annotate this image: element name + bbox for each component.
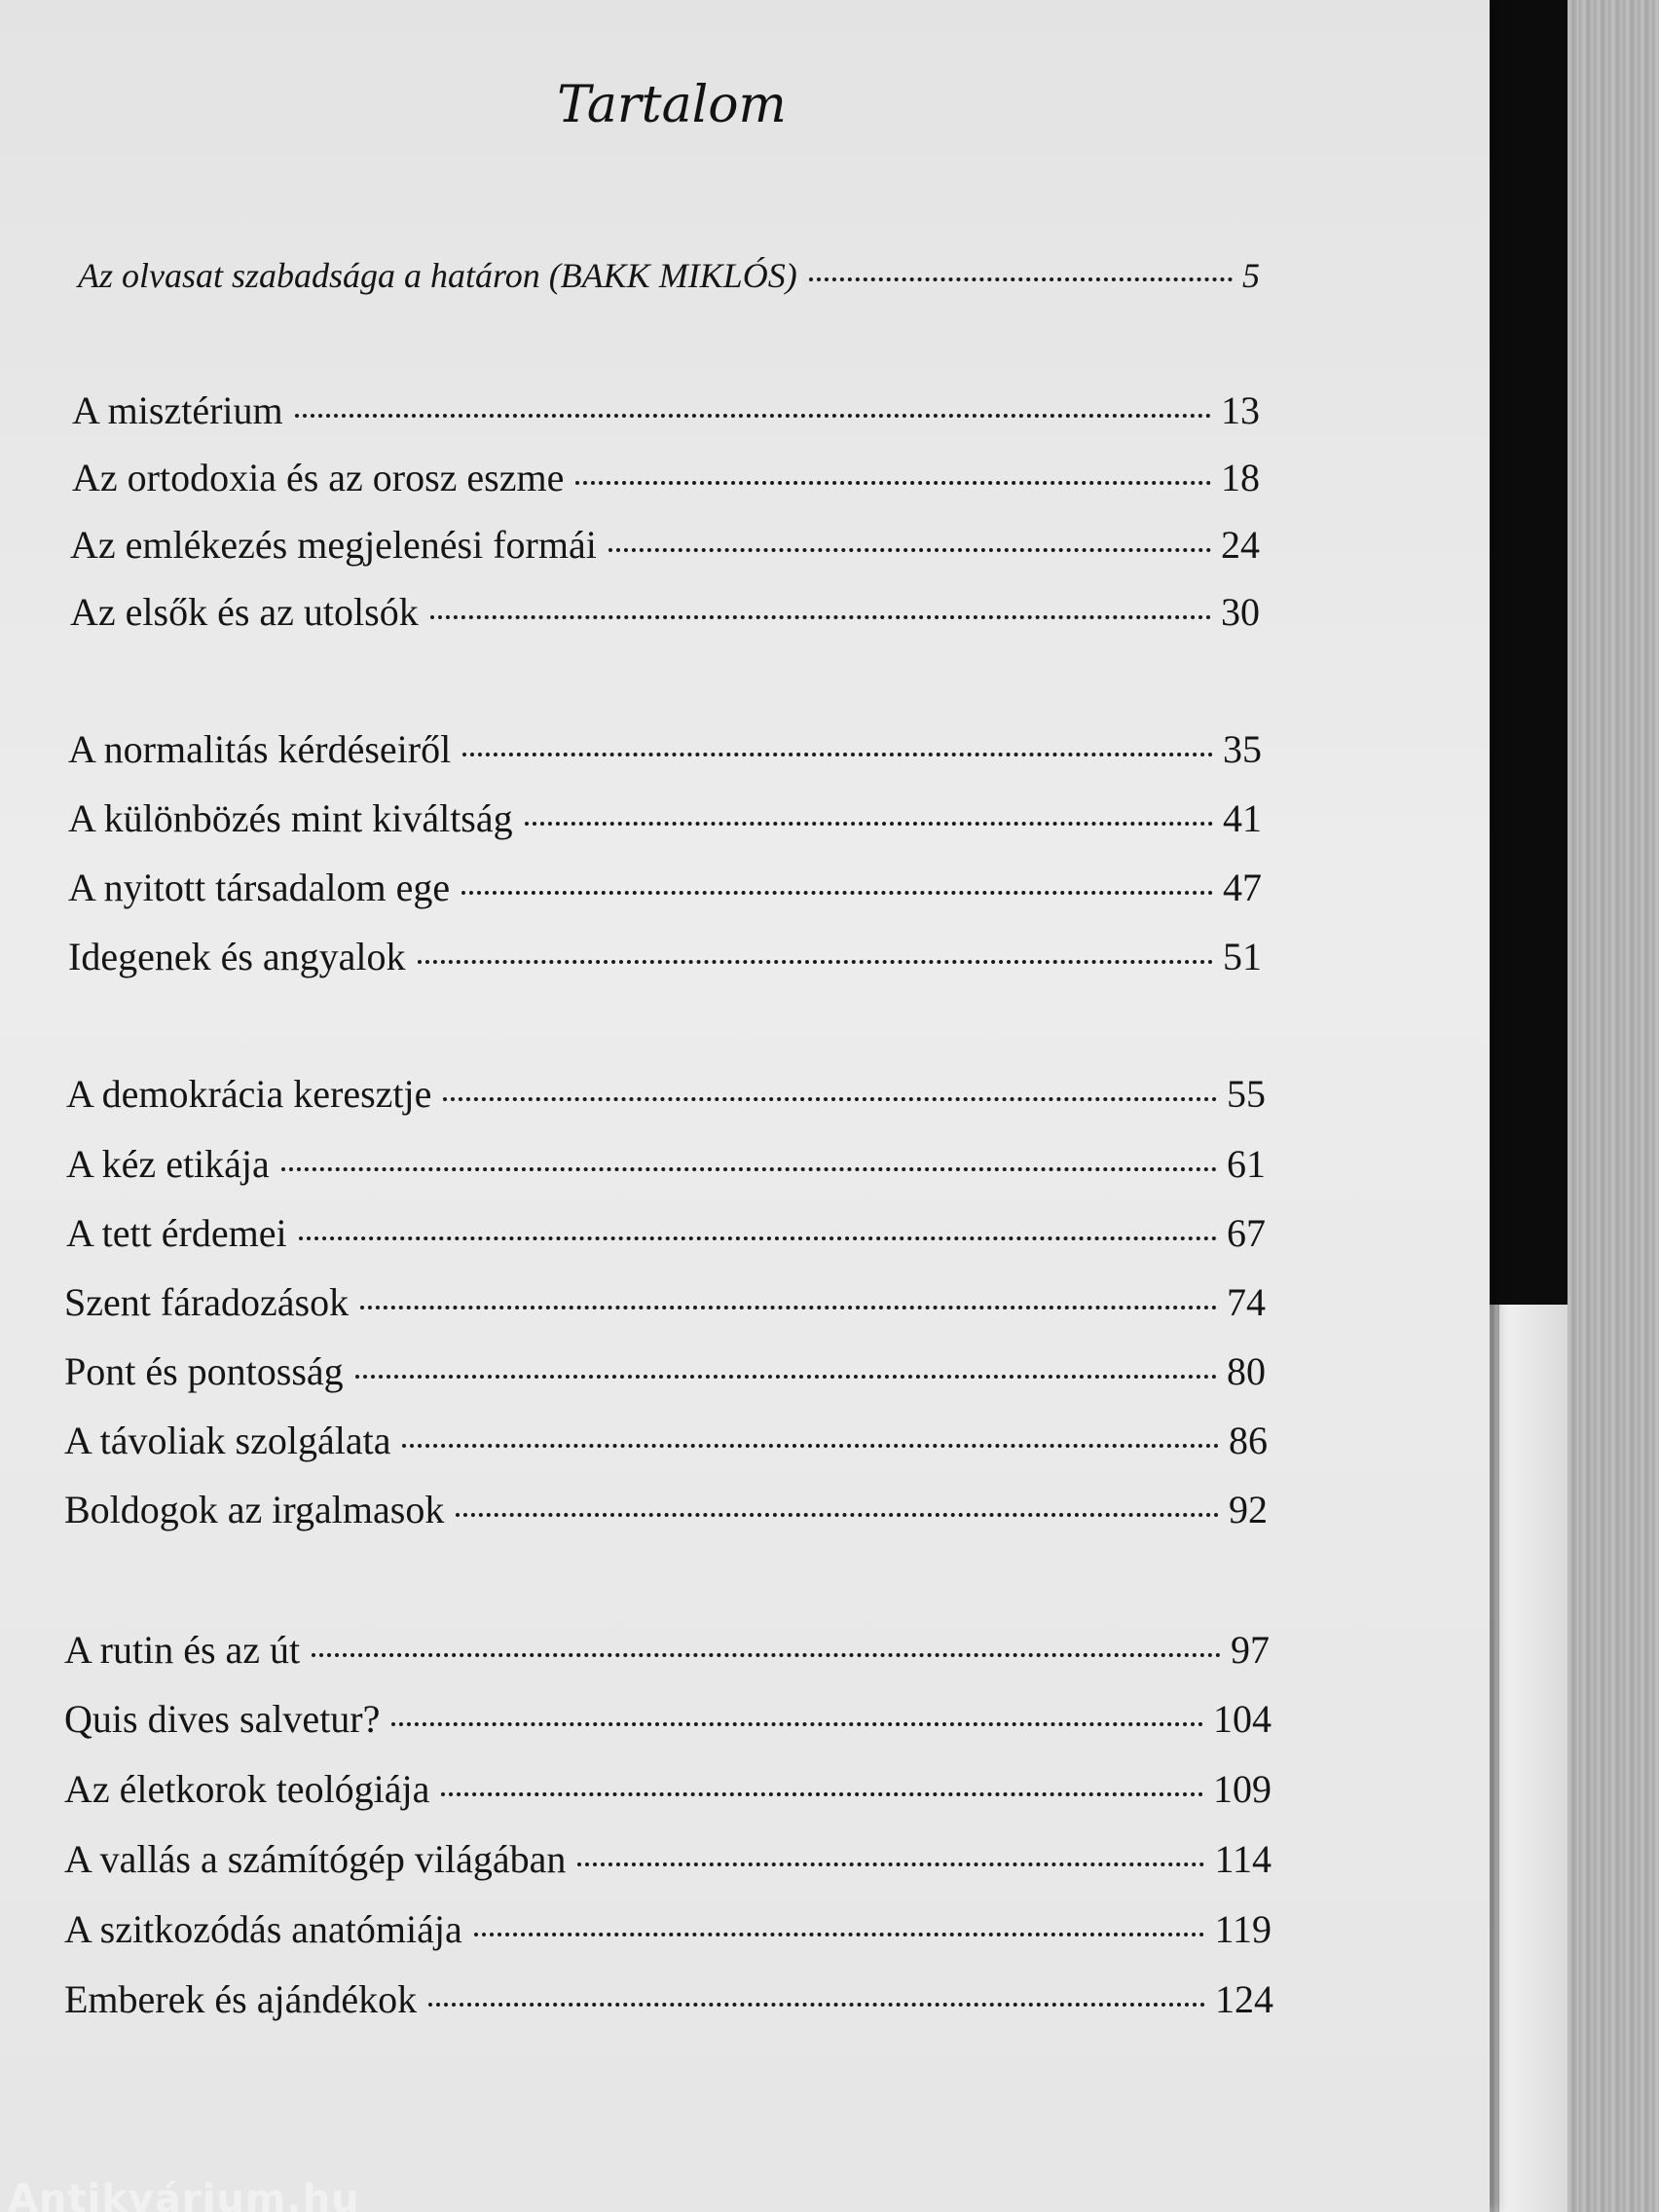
toc-entry-page: 5: [1242, 256, 1260, 295]
toc-entry-page: 47: [1223, 866, 1262, 909]
toc-dot-leader: [355, 1375, 1217, 1379]
toc-entry-title: Az elsők és az utolsók: [70, 590, 419, 634]
toc-entry-title: A demokrácia keresztje: [66, 1072, 432, 1116]
toc-entry-page: 114: [1214, 1837, 1272, 1881]
toc-entry-title: A kéz etikája: [66, 1142, 270, 1186]
toc-dot-leader: [608, 548, 1211, 552]
toc-dot-leader: [360, 1306, 1217, 1309]
toc-entry-page: 92: [1229, 1488, 1268, 1531]
toc-entry-page: 13: [1221, 388, 1260, 432]
toc-entry: [66, 1071, 1266, 1117]
toc-dot-leader: [456, 1513, 1219, 1517]
toc-entry-title: Az életkorok teológiája: [64, 1767, 430, 1811]
toc-dot-leader: [430, 615, 1211, 619]
toc-entry-page: 30: [1221, 590, 1260, 634]
toc-dot-leader: [391, 1722, 1203, 1726]
toc-entry-page: 74: [1227, 1280, 1266, 1324]
toc-entry: [72, 387, 1260, 433]
toc-entry: [68, 726, 1262, 772]
toc-dot-leader: [299, 1236, 1217, 1240]
toc-entry-title: Emberek és ajándékok: [64, 1977, 418, 2021]
toc-entry-title: Idegenek és angyalok: [68, 935, 406, 978]
toc-dot-leader: [461, 891, 1213, 895]
toc-dot-leader: [525, 822, 1213, 826]
toc-entry: [64, 1836, 1272, 1882]
toc-entry-page: 18: [1221, 456, 1260, 499]
toc-entry-title: Boldogok az irgalmasok: [64, 1488, 445, 1531]
toc-dot-leader: [428, 2003, 1205, 2007]
toc-entry: [72, 455, 1260, 500]
toc-entry-title: A távoliak szolgálata: [64, 1419, 391, 1462]
toc-entry-title: Quis dives salvetur?: [64, 1697, 381, 1741]
toc-entry-title: Az olvasat szabadsága a határon (BAKK MIKLÓS): [78, 256, 797, 295]
toc-entry-title: A normalitás kérdéseiről: [68, 727, 452, 771]
toc-entry-page: 86: [1229, 1419, 1268, 1462]
toc-entry-page: 109: [1213, 1767, 1272, 1811]
toc-entry-title: A rutin és az út: [64, 1628, 301, 1672]
toc-entry-page: 51: [1223, 935, 1262, 978]
toc-dot-leader: [418, 960, 1213, 964]
toc-dot-leader: [441, 1792, 1203, 1796]
toc-entry: [64, 1766, 1272, 1812]
toc-dot-leader: [281, 1167, 1217, 1171]
toc-entry-title: A misztérium: [72, 388, 283, 432]
toc-entry-intro: [78, 255, 1260, 296]
toc-entry: [66, 1141, 1266, 1187]
toc-entry-page: 55: [1227, 1072, 1266, 1116]
toc-entry: [64, 1976, 1273, 2022]
toc-entry: [64, 1906, 1272, 1952]
toc-entry-title: A különbözés mint kiváltság: [68, 796, 513, 840]
toc-entry: [66, 1210, 1266, 1256]
toc-entry-page: 24: [1221, 523, 1260, 567]
toc-entry-page: 124: [1215, 1977, 1273, 2021]
toc-entry: [64, 1627, 1270, 1673]
toc-entry: [68, 795, 1262, 841]
toc-entry-title: A vallás a számítógép világában: [64, 1837, 567, 1881]
toc-dot-leader: [575, 481, 1211, 485]
toc-entry: [68, 934, 1262, 979]
toc-entry: [70, 589, 1260, 635]
toc-dot-leader: [443, 1097, 1217, 1101]
toc-dot-leader: [295, 414, 1211, 418]
toc-entry: [64, 1348, 1266, 1394]
toc-dot-leader: [809, 277, 1233, 281]
toc-entry-page: 119: [1214, 1907, 1272, 1951]
toc-entry-page: 35: [1223, 727, 1262, 771]
toc-entry-title: A szitkozódás anatómiája: [64, 1907, 462, 1951]
toc-dot-leader: [474, 1933, 1205, 1936]
toc-entry: [68, 865, 1262, 910]
toc-entry-page: 104: [1213, 1697, 1272, 1741]
toc-entry-page: 41: [1223, 796, 1262, 840]
toc-entry-page: 97: [1231, 1628, 1270, 1672]
toc-dot-leader: [577, 1862, 1204, 1866]
page-stack-edge: [1499, 1305, 1567, 2212]
watermark: Antikvárium.hu: [8, 2177, 360, 2212]
page-title: Tartalom: [557, 76, 787, 134]
toc-entry-title: A tett érdemei: [66, 1211, 287, 1255]
toc-entry-title: Szent fáradozások: [64, 1280, 350, 1324]
toc-dot-leader: [312, 1653, 1221, 1657]
toc-entry-title: Az emlékezés megjelenési formái: [70, 523, 597, 567]
toc-entry-title: A nyitott társadalom ege: [68, 866, 451, 909]
toc-entry: [64, 1487, 1268, 1532]
toc-dot-leader: [462, 753, 1213, 756]
toc-entry-page: 61: [1227, 1142, 1266, 1186]
toc-entry: [64, 1418, 1268, 1463]
toc-entry-page: 67: [1227, 1211, 1266, 1255]
toc-entry: [64, 1696, 1272, 1742]
toc-entry-title: Az ortodoxia és az orosz eszme: [72, 456, 565, 499]
toc-entry-page: 80: [1227, 1349, 1266, 1393]
toc-entry-title: Pont és pontosság: [64, 1349, 344, 1393]
toc-entry: [64, 1279, 1266, 1325]
toc-entry: [70, 522, 1260, 568]
toc-dot-leader: [402, 1444, 1219, 1448]
